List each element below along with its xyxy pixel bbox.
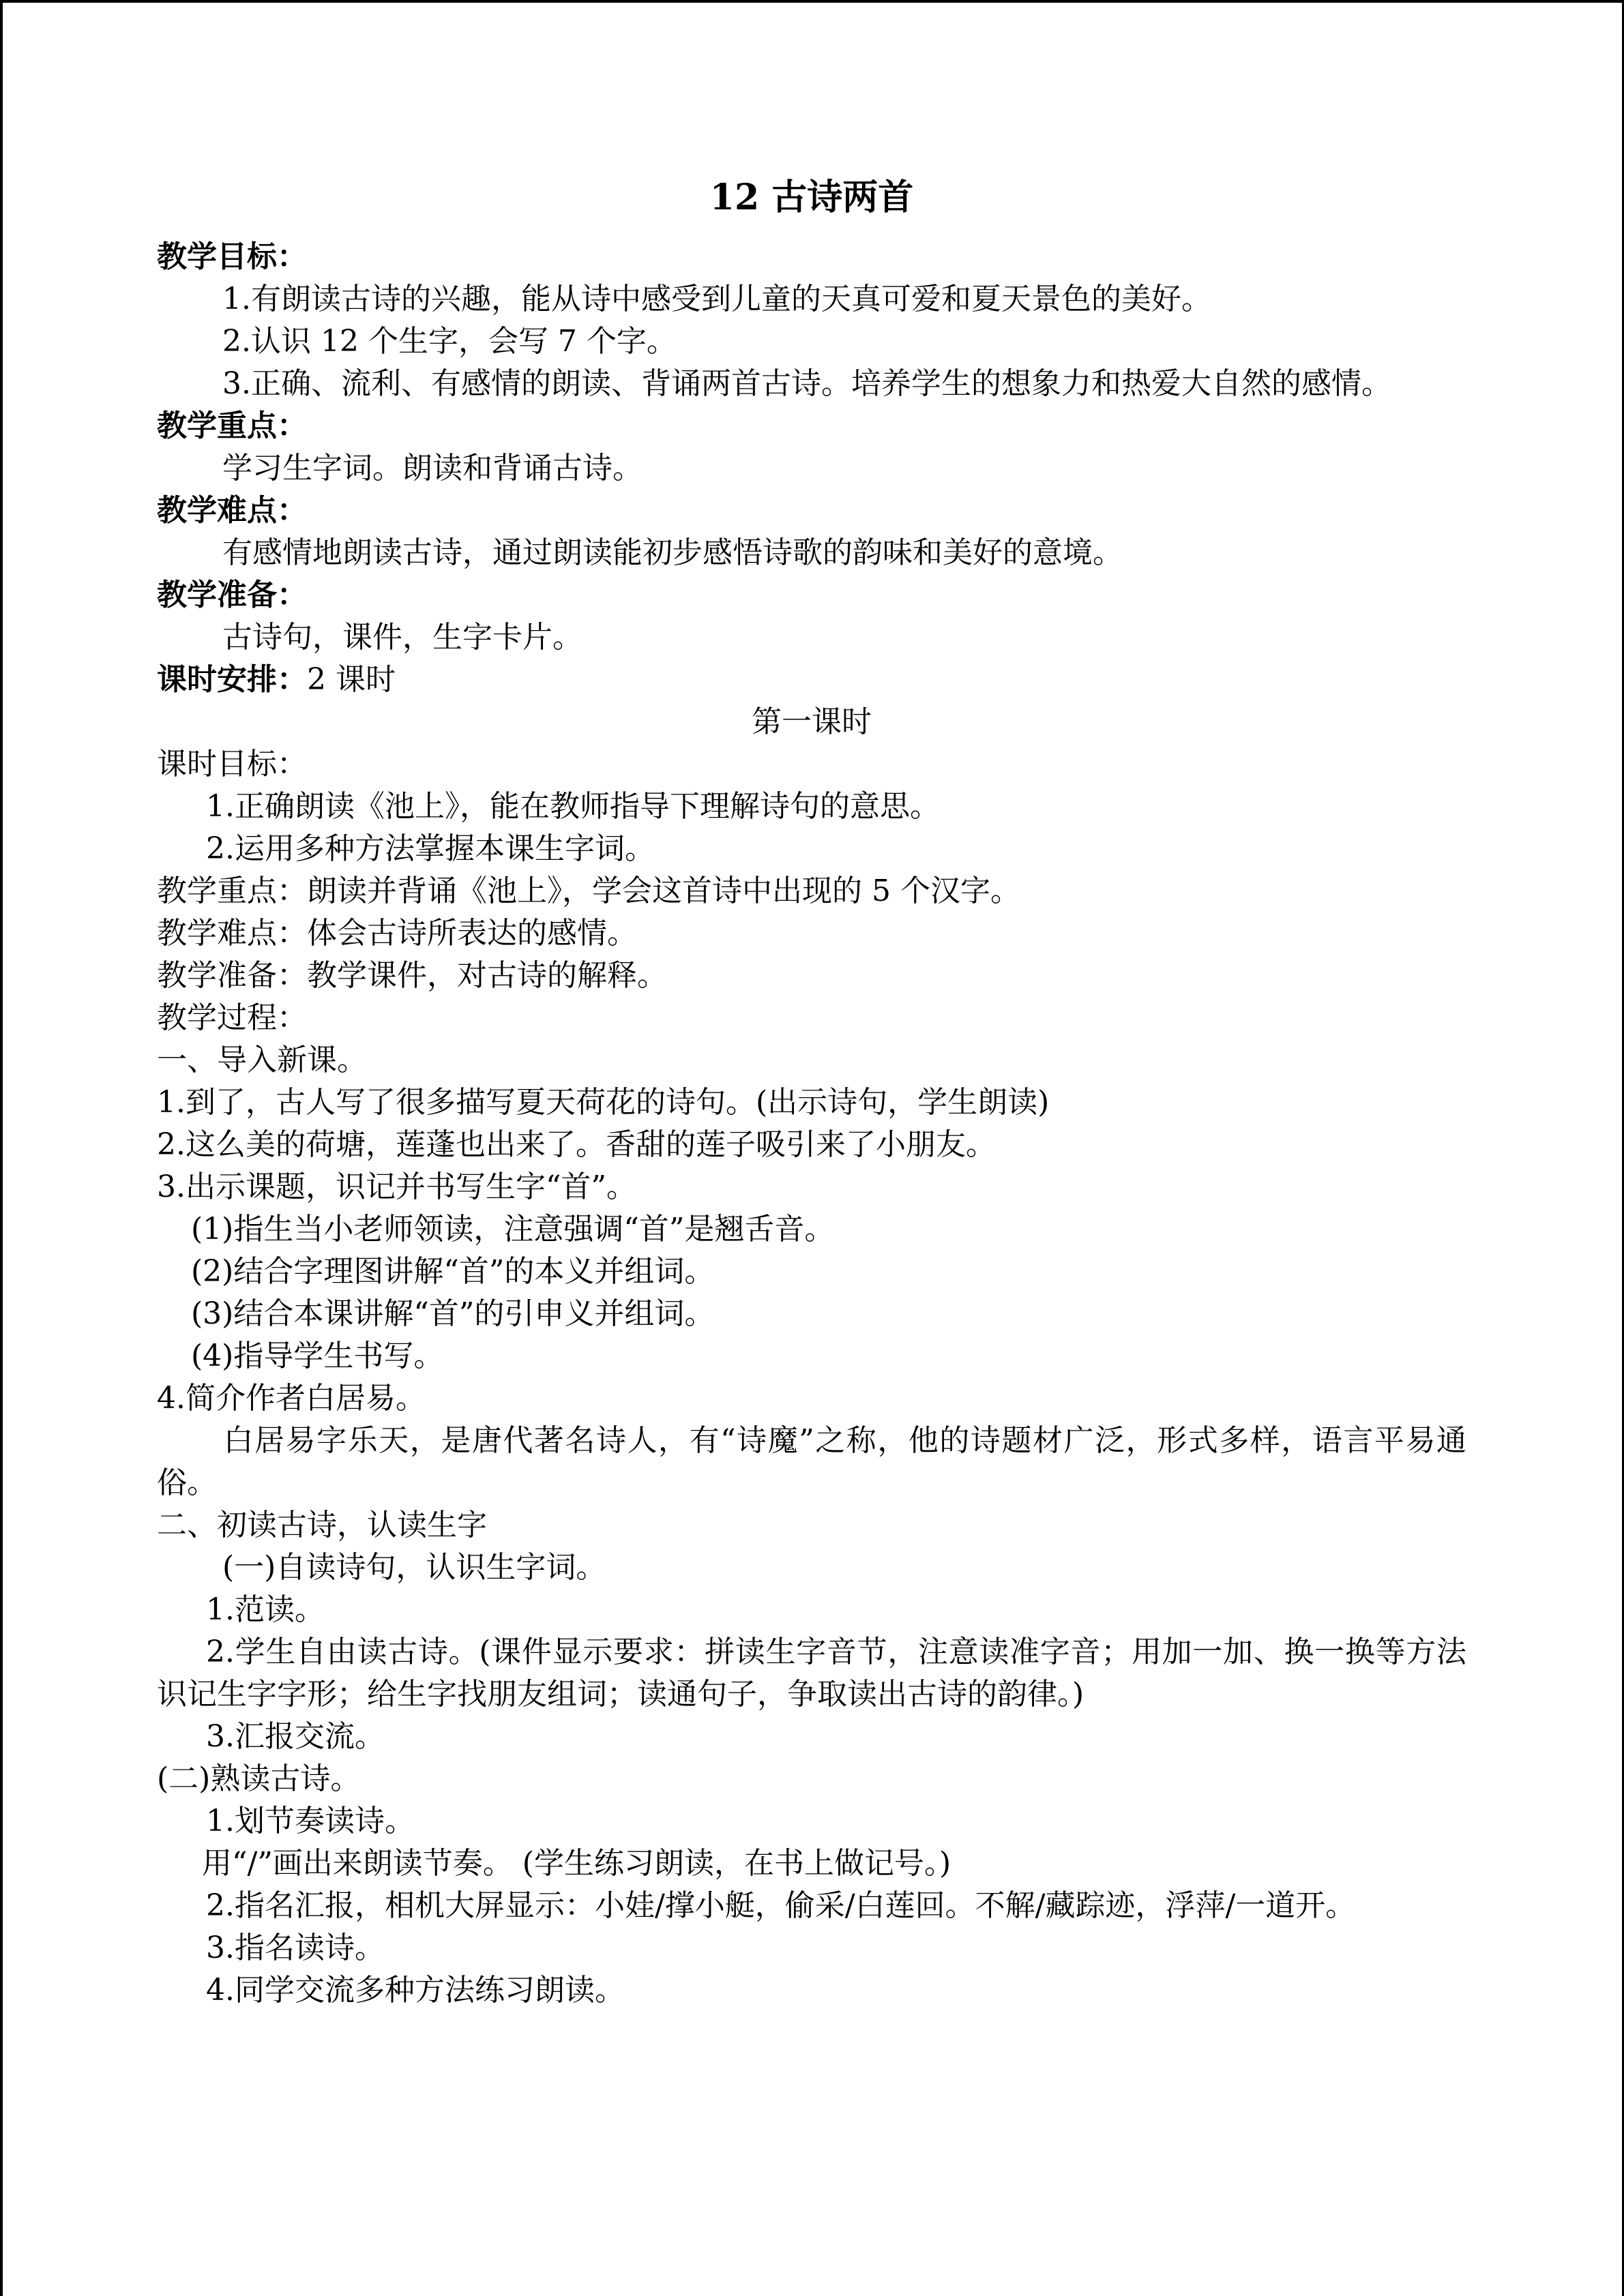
goal-3 [157,363,1466,405]
difficulty-text: 有感情地朗读古诗，通过朗读能初步感悟诗歌的韵味和美好的意境。 [222,535,1123,570]
lesson-goal-2: 2.运用多种方法掌握本课生字词。 [206,831,655,866]
s2-part-2: (二)熟读古诗。 [157,1761,361,1796]
schedule-text: 2 课时 [307,662,396,697]
top-border-line [0,0,1624,3]
process-label: 教学过程： [157,1000,307,1035]
lesson-key: 教学重点：朗读并背诵《池上》，学会这首诗中出现的 5 个汉字。 [157,874,1020,908]
s2-p2-note: 用“/”画出来朗读节奏。 (学生练习朗读，在书上做记号。) [202,1846,951,1881]
goal-3-text: 3.正确、流利、有感情的朗读、背诵两首古诗。培养学生的想象力和热爱大自然的感情。 [222,366,1391,401]
schedule-line [157,659,1466,701]
left-border-line [0,0,3,2296]
section-2-heading: 二、初读古诗，认读生字 [157,1508,487,1542]
prep-heading: 教学准备： [157,578,307,612]
s2-part-1: (一)自读诗句，认识生字词。 [222,1550,606,1585]
author-intro [157,1420,1466,1504]
s2-p1-item-1: 1.范读。 [206,1592,325,1627]
s1-sub-2: (2)结合字理图讲解“首”的本义并组词。 [191,1254,715,1289]
prep-text: 古诗句，课件，生字卡片。 [222,620,582,655]
difficulty-heading: 教学难点： [157,493,307,528]
lesson-prep: 教学准备：教学课件，对古诗的解释。 [157,958,667,993]
goals-heading: 教学目标： [157,239,307,274]
lesson-goal-1: 1.正确朗读《池上》，能在教师指导下理解诗句的意思。 [206,789,940,824]
s2-p2-item-4: 4.同学交流多种方法练习朗读。 [206,1973,625,2008]
schedule-heading: 课时安排： [157,662,307,697]
s2-p1-item-2 [157,1631,1466,1716]
s2-p2-item-3: 3.指名读诗。 [206,1930,385,1965]
s1-item-2: 2.这么美的荷塘，莲蓬也出来了。香甜的莲子吸引来了小朋友。 [157,1127,996,1162]
section-1-heading: 一、导入新课。 [157,1043,367,1077]
page-title: 12 古诗两首 [709,177,914,218]
lesson-1-heading: 第一课时 [752,704,872,739]
s2-p2-item-1: 1.划节奏读诗。 [206,1804,415,1838]
s2-p2-item-2-text: 2.指名汇报，相机大屏显示：小娃/撑小艇，偷采/白莲回。不解/藏踪迹，浮萍/一道开。 [206,1888,1356,1923]
s2-p2-item-2 [157,1885,1466,1927]
lesson-goals-label: 课时目标： [157,747,307,781]
lesson-difficulty: 教学难点：体会古诗所表达的感情。 [157,916,637,951]
key-text: 学习生字词。朗读和背诵古诗。 [222,451,643,486]
s1-sub-3: (3)结合本课讲解“首”的引申义并组词。 [191,1296,715,1331]
document-body [157,170,1466,2012]
s1-item-3: 3.出示课题，识记并书写生字“首”。 [157,1169,636,1204]
s2-p1-item-2-text: 2.学生自由读古诗。(课件显示要求：拼读生字音节，注意读准字音；用加一加、换一换等方法识记生字字形；给生字找朋友组词；读通句子，争取读出古诗的韵律。) [157,1635,1466,1712]
s1-sub-4: (4)指导学生书写。 [191,1339,444,1373]
s2-p1-item-3: 3.汇报交流。 [206,1719,385,1754]
goal-1: 1.有朗读古诗的兴趣，能从诗中感受到儿童的天真可爱和夏天景色的美好。 [222,282,1211,316]
s1-sub-1: (1)指生当小老师领读，注意强调“首”是翘舌音。 [191,1212,835,1247]
key-heading: 教学重点： [157,408,307,443]
author-intro-text: 白居易字乐天，是唐代著名诗人，有“诗魔”之称，他的诗题材广泛，形式多样，语言平易通俗。 [157,1423,1466,1500]
goal-2: 2.认识 12 个生字，会写 7 个字。 [222,324,677,359]
s1-item-4: 4.简介作者白居易。 [157,1381,426,1416]
s1-item-1: 1.到了，古人写了很多描写夏天荷花的诗句。(出示诗句，学生朗读) [157,1085,1050,1120]
